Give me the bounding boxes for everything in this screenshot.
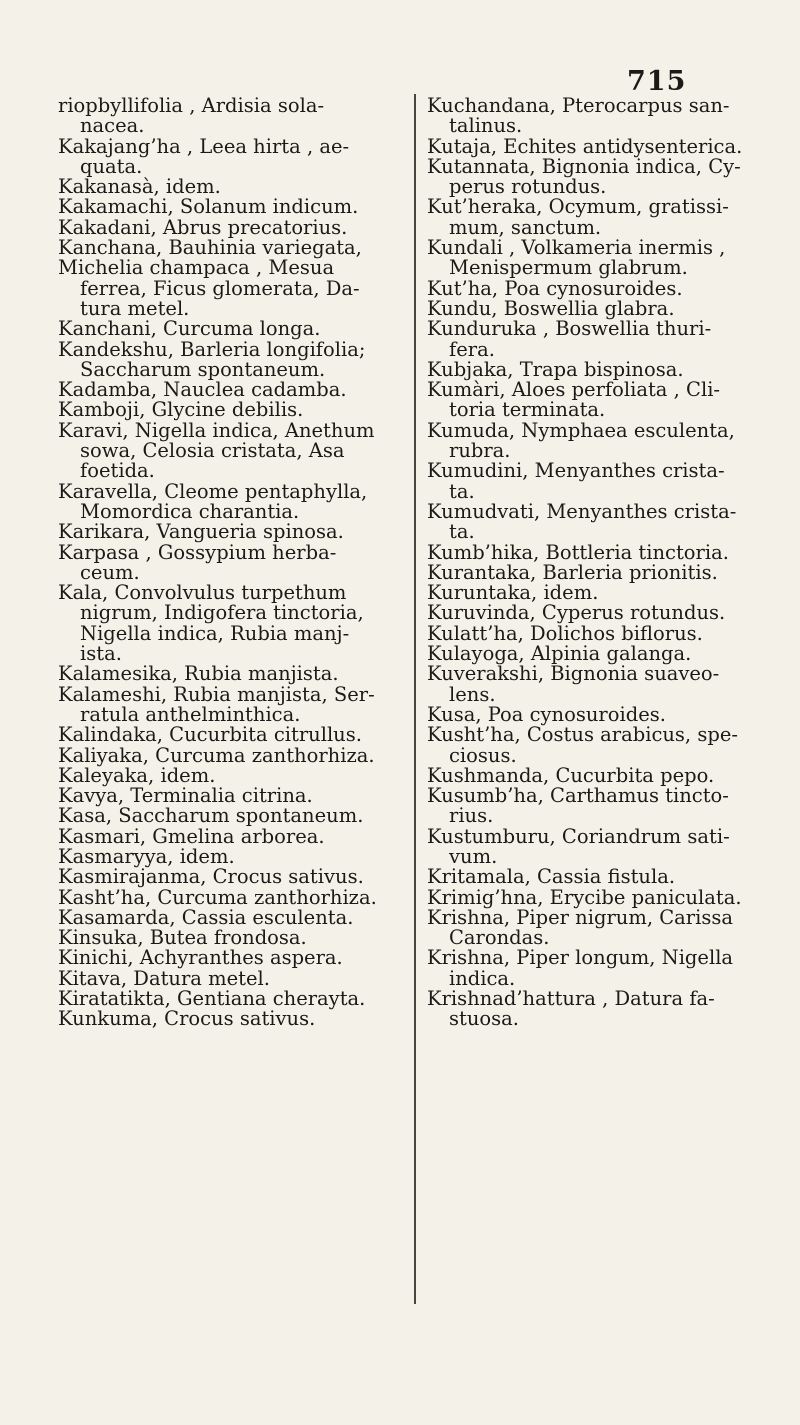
- glossary-entry: [427, 786, 749, 827]
- entry-continuation-line: Carondas.: [449, 926, 550, 950]
- glossary-entry: [427, 357, 749, 381]
- glossary-entry: [58, 743, 376, 767]
- entry-continuation-line: Nigella indica, Rubia manj-: [80, 621, 350, 645]
- glossary-entry: [427, 621, 749, 645]
- entry-line: Kumàri, Aloes perfoliata , Cli-: [427, 378, 721, 402]
- entry-line: Kusht’ha, Costus arabicus, spe-: [427, 723, 738, 747]
- glossary-entry: [58, 948, 376, 968]
- entry-line: Kut’heraka, Ocymum, gratissi-: [427, 195, 729, 219]
- entry-line: Kasa, Saccharum spontaneum.: [58, 804, 364, 828]
- entry-line: Kushmanda, Cucurbita pepo.: [427, 763, 715, 787]
- entry-line: Kalindaka, Cucurbita citrullus.: [58, 723, 362, 747]
- page-number: 715: [627, 66, 687, 97]
- entry-line: Kuruntaka, idem.: [427, 581, 599, 605]
- entry-continuation-line: tura metel.: [80, 296, 190, 320]
- entry-line: Kunduruka , Boswellia thuri-: [427, 317, 712, 341]
- glossary-entry: [58, 664, 376, 684]
- entry-line: Kulayoga, Alpinia galanga.: [427, 642, 692, 666]
- glossary-entry: [427, 644, 749, 664]
- right-column: [427, 96, 749, 1030]
- glossary-entry: [58, 1009, 376, 1029]
- glossary-entry: [427, 948, 749, 989]
- glossary-entry: [58, 96, 376, 137]
- glossary-entry: [427, 154, 749, 199]
- entry-line: Kutannata, Bignonia indica, Cy-: [427, 154, 741, 178]
- entry-line: Kakadani, Abrus precatorius.: [58, 215, 348, 239]
- glossary-entry: [427, 296, 749, 320]
- glossary-entry: [58, 763, 376, 787]
- glossary-entry: [427, 905, 749, 950]
- entry-continuation-line: ta.: [449, 479, 475, 503]
- entry-line: Kakanasà, idem.: [58, 175, 221, 199]
- glossary-entry: [427, 583, 749, 603]
- glossary-entry: [58, 319, 376, 339]
- glossary-entry: [58, 134, 376, 178]
- column-divider: [414, 94, 416, 1304]
- entry-continuation-line: rius.: [449, 804, 494, 828]
- entry-line: Kumudvati, Menyanthes crista-: [427, 499, 737, 523]
- entry-line: Kumb’hika, Bottleria tinctoria.: [427, 540, 729, 564]
- glossary-entry: [427, 824, 749, 868]
- glossary-entry: [58, 238, 376, 258]
- entry-continuation-line: rubra.: [449, 439, 511, 463]
- glossary-entry: [427, 238, 749, 279]
- entry-continuation-line: ta.: [449, 520, 475, 544]
- entry-continuation-line: Saccharum spontaneum.: [80, 357, 326, 381]
- entry-line: Kaleyaka, idem.: [58, 763, 216, 787]
- entry-line: Kulatt’ha, Dolichos biflorus.: [427, 621, 703, 645]
- glossary-entry: [58, 400, 376, 420]
- entry-line: Kundu, Boswellia glabra.: [427, 296, 675, 320]
- entry-line: Kubjaka, Trapa bispinosa.: [427, 357, 684, 381]
- glossary-entry: [58, 786, 376, 806]
- entry-line: Kaliyaka, Curcuma zanthorhiza.: [58, 743, 375, 767]
- entry-continuation-line: lens.: [449, 682, 496, 706]
- glossary-entry: [427, 319, 749, 360]
- entry-continuation-line: ciosus.: [449, 743, 517, 767]
- entry-continuation-line: quata.: [80, 154, 143, 178]
- glossary-entry: [58, 258, 376, 319]
- glossary-entry: [58, 418, 376, 483]
- entry-line: Michelia champaca , Mesua: [58, 256, 335, 280]
- glossary-entry: [427, 725, 749, 766]
- entry-line: Krimig’hna, Erycibe paniculata.: [427, 885, 742, 909]
- entry-continuation-line: foetida.: [80, 459, 155, 483]
- glossary-entry: [427, 461, 749, 502]
- entry-line: Kasht’ha, Curcuma zanthorhiza.: [58, 885, 377, 909]
- glossary-entry: [427, 134, 749, 158]
- entry-continuation-line: nigrum, Indigofera tinctoria,: [80, 601, 364, 625]
- entry-line: Kinsuka, Butea frondosa.: [58, 926, 307, 950]
- glossary-entry: [58, 583, 376, 664]
- entry-line: Kinichi, Achyranthes aspera.: [58, 946, 343, 970]
- glossary-entry: [427, 603, 749, 623]
- entry-line: Kasmirajanma, Crocus sativus.: [58, 865, 364, 889]
- entry-continuation-line: mum, sanctum.: [449, 215, 602, 239]
- entry-line: Kuchandana, Pterocarpus san-: [427, 94, 730, 117]
- entry-line: Kalameshi, Rubia manjista, Ser-: [58, 682, 375, 706]
- glossary-entry: [427, 418, 749, 463]
- entry-continuation-line: perus rotundus.: [449, 175, 607, 199]
- entry-line: Kutaja, Echites antidysenterica.: [427, 134, 743, 158]
- entry-line: Kanchana, Bauhinia variegata,: [58, 236, 362, 260]
- entry-line: Kurantaka, Barleria prionitis.: [427, 560, 718, 584]
- glossary-entry: [58, 215, 376, 239]
- entry-continuation-line: Menispermum glabrum.: [449, 256, 688, 280]
- entry-continuation-line: ista.: [80, 642, 122, 666]
- entry-line: Kalamesika, Rubia manjista.: [58, 662, 339, 686]
- entry-continuation-line: talinus.: [449, 114, 523, 138]
- glossary-entry: [58, 824, 376, 848]
- glossary-entry: [427, 989, 749, 1030]
- entry-line: Kamboji, Glycine debilis.: [58, 398, 304, 422]
- entry-line: riopbyllifolia , Ardisia sola-: [58, 94, 325, 117]
- glossary-entry: [427, 763, 749, 787]
- entry-line: Karavi, Nigella indica, Anethum: [58, 418, 375, 442]
- entry-continuation-line: nacea.: [80, 114, 145, 138]
- entry-line: Kritamala, Cassia fistula.: [427, 865, 676, 889]
- entry-line: Kasmaryya, idem.: [58, 844, 235, 868]
- entry-line: Karikara, Vangueria spinosa.: [58, 520, 344, 544]
- glossary-entry: [58, 197, 376, 217]
- glossary-entry: [427, 540, 749, 564]
- glossary-entry: [427, 197, 749, 238]
- entry-line: Kundali , Volkameria inermis ,: [427, 236, 726, 260]
- glossary-entry: [58, 905, 376, 929]
- glossary-entry: [427, 276, 749, 300]
- glossary-entry: [58, 806, 376, 826]
- entry-line: Kuverakshi, Bignonia suaveo-: [427, 662, 720, 686]
- entry-continuation-line: vum.: [449, 844, 498, 868]
- entry-continuation-line: sowa, Celosia cristata, Asa: [80, 439, 345, 463]
- entry-continuation-line: toria terminata.: [449, 398, 606, 422]
- entry-line: Karavella, Cleome pentaphylla,: [58, 479, 368, 503]
- entry-continuation-line: stuosa.: [449, 1007, 519, 1031]
- glossary-entry: [58, 682, 376, 726]
- entry-line: Kiratatikta, Gentiana cherayta.: [58, 987, 366, 1011]
- entry-line: Kustumburu, Coriandrum sati-: [427, 824, 730, 848]
- glossary-entry: [427, 499, 749, 544]
- glossary-entry: [58, 885, 377, 909]
- entry-line: Kitava, Datura metel.: [58, 966, 270, 990]
- glossary-entry: [58, 522, 376, 542]
- entry-line: Krishnad’hattura , Datura fa-: [427, 987, 715, 1011]
- left-column: [58, 96, 376, 1030]
- glossary-entry: [58, 337, 376, 381]
- entry-line: Kumuda, Nymphaea esculenta,: [427, 418, 735, 442]
- entry-continuation-line: ceum.: [80, 560, 140, 584]
- entry-line: Kasamarda, Cassia esculenta.: [58, 905, 354, 929]
- glossary-entry: [58, 844, 376, 868]
- entry-line: Karpasa , Gossypium herba-: [58, 540, 337, 564]
- glossary-entry: [427, 664, 749, 705]
- entry-line: Kasmari, Gmelina arborea.: [58, 824, 325, 848]
- entry-line: Kanchani, Curcuma longa.: [58, 317, 321, 341]
- entry-line: Kuruvinda, Cyperus rotundus.: [427, 601, 726, 625]
- glossary-entry: [427, 96, 749, 137]
- entry-line: Kala, Convolvulus turpethum: [58, 581, 347, 605]
- glossary-entry: [427, 380, 749, 421]
- glossary-entry: [427, 560, 749, 584]
- entry-continuation-line: fera.: [449, 337, 495, 361]
- glossary-entry: [427, 702, 749, 726]
- glossary-entry: [58, 989, 376, 1009]
- glossary-entry: [427, 867, 749, 887]
- entry-continuation-line: ferrea, Ficus glomerata, Da-: [80, 276, 360, 300]
- entry-continuation-line: ratula anthelminthica.: [80, 702, 301, 726]
- glossary-entry: [58, 540, 376, 584]
- entry-line: Krishna, Piper nigrum, Carissa: [427, 905, 733, 929]
- glossary-entry: [58, 867, 376, 887]
- entry-line: Kadamba, Nauclea cadamba.: [58, 378, 347, 402]
- entry-line: Kut’ha, Poa cynosuroides.: [427, 276, 683, 300]
- glossary-entry: [58, 380, 376, 400]
- glossary-entry: [58, 725, 376, 745]
- glossary-entry: [58, 966, 376, 990]
- entry-continuation-line: indica.: [449, 966, 516, 990]
- entry-line: Kakajang’ha , Leea hirta , ae-: [58, 134, 350, 158]
- entry-line: Kusa, Poa cynosuroides.: [427, 702, 666, 726]
- entry-line: Kandekshu, Barleria longifolia;: [58, 337, 366, 361]
- entry-line: Kavya, Terminalia citrina.: [58, 784, 313, 808]
- glossary-entry: [58, 177, 376, 197]
- entry-line: Kunkuma, Crocus sativus.: [58, 1007, 316, 1031]
- entry-continuation-line: Momordica charantia.: [80, 499, 300, 523]
- entry-line: Kusumb’ha, Carthamus tincto-: [427, 784, 729, 808]
- glossary-entry: [58, 928, 376, 948]
- entry-line: Kakamachi, Solanum indicum.: [58, 195, 359, 219]
- entry-line: Krishna, Piper longum, Nigella: [427, 946, 734, 970]
- entry-line: Kumudini, Menyanthes crista-: [427, 459, 725, 483]
- glossary-entry: [58, 479, 376, 523]
- glossary-entry: [427, 885, 749, 909]
